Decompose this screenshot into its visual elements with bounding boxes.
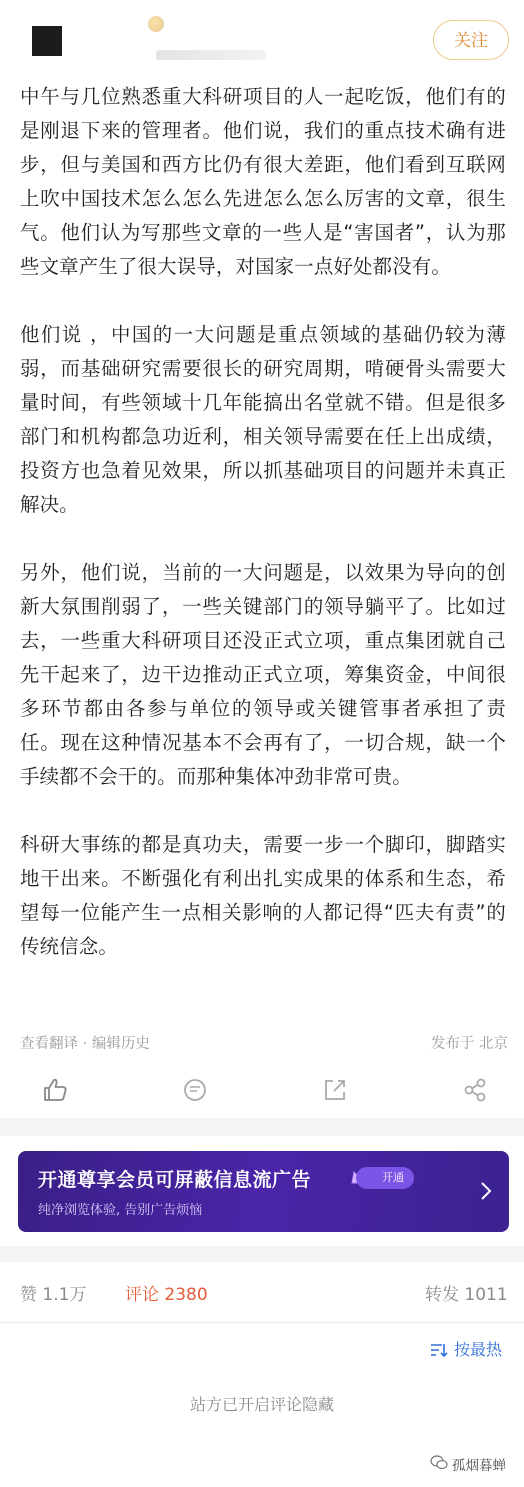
publish-location: 发布于 北京 [430,1036,508,1052]
repost-icon[interactable] [320,1075,350,1105]
action-bar [0,1070,524,1110]
repost-count-tab[interactable]: 转发 1011 [425,1285,508,1305]
top-bar [0,0,524,80]
watermark-text: 孤烟暮蝉 [452,1458,506,1474]
chevron-right-icon [479,1179,493,1203]
like-icon[interactable] [40,1075,70,1105]
comments-hidden-notice: 站方已开启评论隐藏 [189,1395,334,1414]
section-divider [0,1118,524,1136]
follow-button[interactable]: 关注 [433,20,509,60]
section-divider [0,1246,524,1262]
share-icon[interactable] [460,1075,490,1105]
article-paragraph: 另外，他们说，当前的一大问题是，以效果为导向的创新大氛围削弱了，一些关键部门的领导躺平了。比如过去，一些重大科研项目还没正式立项，重点集团就自己先干起来了，边干边推动正式立项，筹集资金，中间很多环节都由各参与单位的领导或关键管事者承担了责任。现在这种情况基本不会再有了，一切合规，缺一个手续都不会干的。而那种集体冲劲非常可贵。 [20,561,506,788]
translate-history-links[interactable]: 查看翻译 · 编辑历史 [20,1036,150,1052]
post-meta [20,1032,508,1054]
article-paragraph: 科研大事练的都是真功夫，需要一步一个脚印，脚踏实地干出来。不断强化有利出扎实成果的体系和生态，希望每一位能产生一点相关影响的人都记得“匹夫有责”的传统信念。 [20,833,506,958]
like-count-tab[interactable]: 赞 1.1万 [20,1285,87,1305]
author-name-faded [156,50,266,60]
ad-subtitle: 纯净浏览体验, 告别广告烦恼 [38,1203,203,1218]
stats-bar [0,1262,524,1322]
ad-title: 开通尊享会员可屏蔽信息流广告 [38,1169,312,1191]
comment-count-tab[interactable]: 评论 2380 [125,1285,208,1305]
sort-icon [430,1342,448,1358]
ad-open-badge[interactable]: 开通 [356,1167,414,1189]
sort-button[interactable] [430,1337,502,1360]
back-button[interactable] [32,26,62,56]
comment-icon[interactable] [180,1075,210,1105]
vip-ad-banner[interactable] [18,1151,509,1232]
article-paragraph: 他们说 ，中国的一大问题是重点领域的基础仍较为薄弱，而基础研究需要很长的研究周期，啃硬骨头需要大量时间，有些领域十几年能搞出名堂就不错。但是很多部门和机构都急功近利，相关领导需要在任上出成绩，投资方也急着见效果，所以抓基础项目的问题并未真正解决。 [20,323,506,516]
article-paragraph: 中午与几位熟悉重大科研项目的人一起吃饭，他们有的是刚退下来的管理者。他们说，我们的重点技术确有进步，但与美国和西方比仍有很大差距，他们看到互联网上吹中国技术怎么怎么先进怎么怎么厉害的文章，很生气。他们认为写那些文章的一些人是“害国者”，认为那些文章产生了很大误导，对国家一点好处都没有。 [20,85,506,278]
divider [0,1322,524,1323]
article-body [20,80,506,998]
author-avatar[interactable] [148,16,164,32]
sort-label: 按最热 [454,1340,503,1359]
wechat-icon [430,1455,448,1470]
